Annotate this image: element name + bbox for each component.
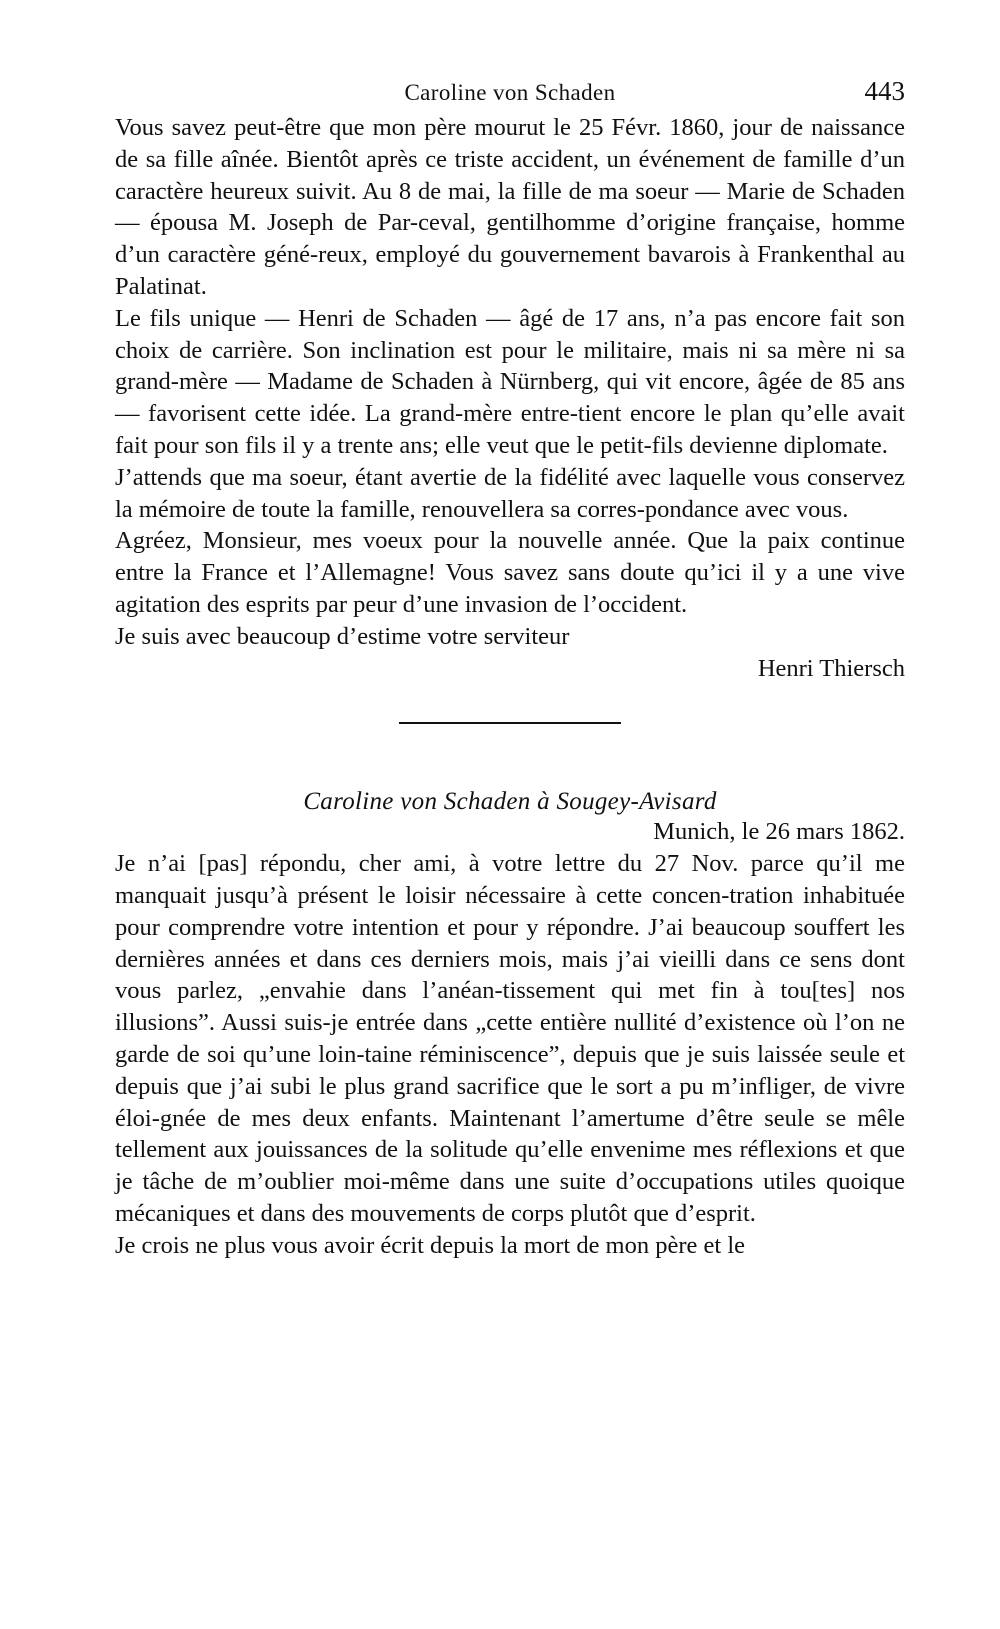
page-number: 443	[864, 76, 905, 106]
running-title: Caroline von Schaden	[404, 80, 616, 105]
section-divider	[399, 722, 621, 724]
dateline: Munich, le 26 mars 1862.	[653, 818, 905, 846]
letter-heading: Caroline von Schaden à Sougey-Avisard	[303, 788, 717, 816]
running-head	[115, 72, 905, 112]
paragraph: Vous savez peut-être que mon père mourut le 25 Févr. 1860, jour de naissance de sa fille aînée. Bientôt après ce triste accident, un événement de famille d’un caractère heureux suivit. Au 8 de mai, la fille de ma soeur — Marie de Schaden — épousa M. Joseph de Par-ceval, gentilhomme d’origine française, homme d’un caractère géné-reux, employé du gouvernement bavarois à Frankenthal au Palatinat.	[115, 114, 905, 300]
book-page	[115, 72, 905, 1262]
closing-line: Je suis avec beaucoup d’estime votre serviteur	[115, 622, 570, 650]
paragraph: Je crois ne plus vous avoir écrit depuis la mort de mon père et le	[115, 1231, 746, 1259]
paragraph: Je n’ai [pas] répondu, cher ami, à votre lettre du 27 Nov. parce qu’il me manquait jusqu’à présent le loisir nécessaire à cette concen-tration inhabituée pour comprendre votre intention et pour y répondre. J’ai beaucoup souffert les dernières années et dans ces derniers mois, mais j’ai vieilli dans ce sens dont vous parlez, „envahie dans l’anéan-tissement qui met fin à tou[tes] nos illusions”. Aussi suis-je entrée dans „cette entière nullité d’existence où l’on ne garde de soi qu’une loin-taine réminiscence”, depuis que je suis laissée seule et depuis que j’ai subi le plus grand sacrifice que le sort a pu m’infliger, de vivre éloi-gnée de mes deux enfants. Maintenant l’amertume d’être seule se mêle tellement aux jouissances de la solitude qu’elle envenime mes réflexions et que je tâche de m’oublier moi-même dans une suite d’occupations utiles quoique mécaniques et dans des mouvements de corps plutôt que d’esprit.	[115, 850, 905, 1227]
paragraph: Agréez, Monsieur, mes voeux pour la nouvelle année. Que la paix continue entre la France et l’Allemagne! Vous savez sans doute qu’ici il y a une vive agitation des esprits par peur d’une invasion de l’occident.	[115, 527, 905, 618]
signature: Henri Thiersch	[757, 654, 905, 682]
letter-thiersch	[115, 112, 905, 684]
paragraph: J’attends que ma soeur, étant avertie de la fidélité avec laquelle vous conservez la mémoire de toute la famille, renouvellera sa corres-pondance avec vous.	[115, 463, 905, 523]
paragraph: Le fils unique — Henri de Schaden — âgé de 17 ans, n’a pas encore fait son choix de carrière. Son inclination est pour le militaire, mais ni sa mère ni sa grand-mère — Madame de Schaden à Nürnberg, qui vit encore, âgée de 85 ans — favorisent cette idée. La grand-mère entre-tient encore le plan qu’elle avait fait pour son fils il y a trente ans; elle veut que le petit-fils devienne diplomate.	[115, 304, 905, 459]
letter-schaden	[115, 816, 905, 1261]
